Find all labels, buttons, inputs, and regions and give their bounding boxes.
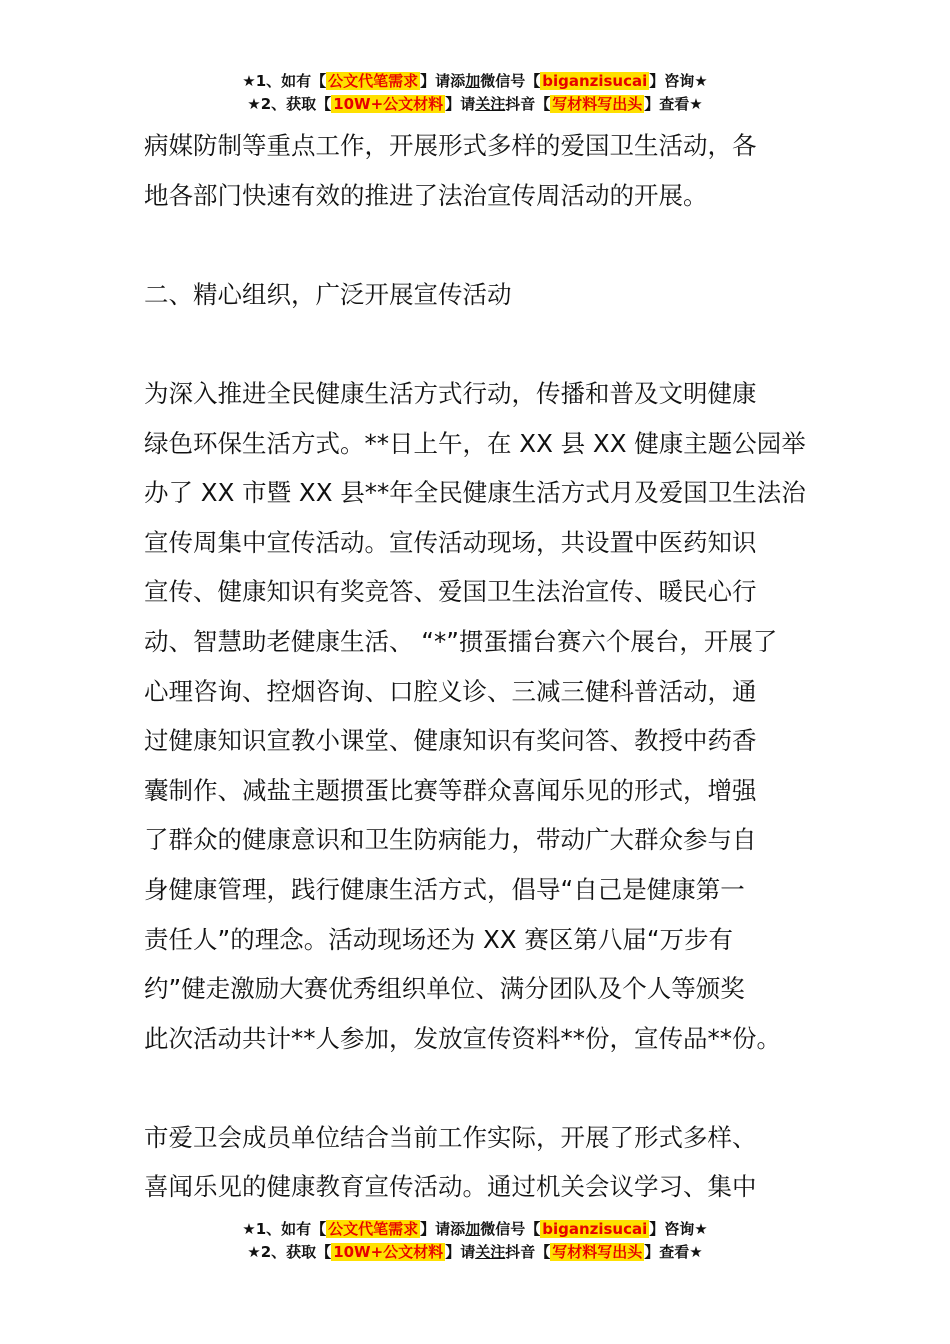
text-line: 过健康知识宣教小课堂、健康知识有奖问答、教授中药香: [144, 726, 757, 756]
text-line: 为深入推进全民健康生活方式行动，传播和普及文明健康: [144, 378, 757, 408]
promo-underlined-text: 加: [465, 1220, 481, 1238]
promo-text: ★1、如有【: [242, 1220, 327, 1238]
text-line: 囊制作、减盐主题掼蛋比赛等群众喜闻乐见的形式，增强: [144, 775, 757, 805]
paragraph-activity: [144, 369, 810, 1063]
promo-highlight: biganzisucai: [542, 72, 648, 90]
document-body: [144, 121, 810, 1212]
promo-highlight: 公文代笔需求: [328, 1220, 419, 1238]
section-heading: 二、精心组织，广泛开展宣传活动: [144, 279, 512, 309]
promo-line-2: [0, 1241, 950, 1264]
promo-banner-top: [0, 70, 950, 116]
promo-text: ★2、获取【: [247, 95, 332, 113]
text-line: 宣传、健康知识有奖竞答、爱国卫生法治宣传、暖民心行: [144, 577, 757, 607]
promo-underlined-text: 关注: [475, 95, 506, 113]
text-line: 心理咨询、控烟咨询、口腔义诊、三减三健科普活动，通: [144, 676, 757, 706]
text-line: 身健康管理，践行健康生活方式，倡导“自己是健康第一: [144, 874, 745, 904]
promo-text: 】请添: [420, 1220, 466, 1238]
promo-text: 】请: [445, 1243, 476, 1261]
promo-underlined-text: 加: [465, 72, 481, 90]
text-line: 市爱卫会成员单位结合当前工作实际，开展了形式多样、: [144, 1122, 757, 1152]
promo-underlined-text: 关注: [475, 1243, 506, 1261]
promo-text: 抖音【: [505, 1243, 551, 1261]
promo-line-1: [0, 1218, 950, 1241]
promo-text: ★1、如有【: [242, 72, 327, 90]
paragraph-members: [144, 1113, 810, 1212]
text-line: 了群众的健康意识和卫生防病能力，带动广大群众参与自: [144, 825, 757, 855]
text-line: 责任人”的理念。活动现场还为 XX 赛区第八届“万步有: [144, 924, 734, 954]
promo-text: 】咨询★: [649, 72, 708, 90]
promo-highlight: biganzisucai: [542, 1220, 648, 1238]
text-line: 病媒防制等重点工作，开展形式多样的爱国卫生活动，各: [144, 131, 757, 160]
promo-line-2: [0, 93, 950, 116]
text-line: 绿色环保生活方式。**日上午，在 XX 县 XX 健康主题公园举: [144, 428, 806, 458]
text-line: 动、智慧助老健康生活、 “*”掼蛋擂台赛六个展台，开展了: [144, 626, 778, 656]
promo-text: 微信号【: [480, 1220, 541, 1238]
promo-highlight: 写材料写出头: [552, 1243, 643, 1261]
promo-highlight: 公文代笔需求: [328, 72, 419, 90]
promo-text: 】咨询★: [649, 1220, 708, 1238]
promo-highlight: 10W+公文材料: [333, 1243, 444, 1261]
promo-text: 抖音【: [505, 95, 551, 113]
text-line: 喜闻乐见的健康教育宣传活动。通过机关会议学习、集中: [144, 1172, 757, 1202]
promo-banner-bottom: [0, 1218, 950, 1264]
promo-text: 】查看★: [644, 1243, 703, 1261]
promo-highlight: 10W+公文材料: [333, 95, 444, 113]
text-line: 此次活动共计**人参加，发放宣传资料**份，宣传品**份。: [144, 1023, 781, 1053]
promo-highlight: 写材料写出头: [552, 95, 643, 113]
promo-text: 】请添: [420, 72, 466, 90]
text-line: 地各部门快速有效的推进了法治宣传周活动的开展。: [144, 180, 708, 210]
promo-text: 】请: [445, 95, 476, 113]
promo-text: 微信号【: [480, 72, 541, 90]
promo-line-1: [0, 70, 950, 93]
promo-text: ★2、获取【: [247, 1243, 332, 1261]
paragraph-continued: [144, 121, 810, 220]
promo-text: 】查看★: [644, 95, 703, 113]
text-line: 约”健走激励大赛优秀组织单位、满分团队及个人等颁奖: [144, 974, 745, 1004]
text-line: 宣传周集中宣传活动。宣传活动现场，共设置中医药知识: [144, 527, 757, 557]
text-line: 办了 XX 市暨 XX 县**年全民健康生活方式月及爱国卫生法治: [144, 478, 806, 508]
